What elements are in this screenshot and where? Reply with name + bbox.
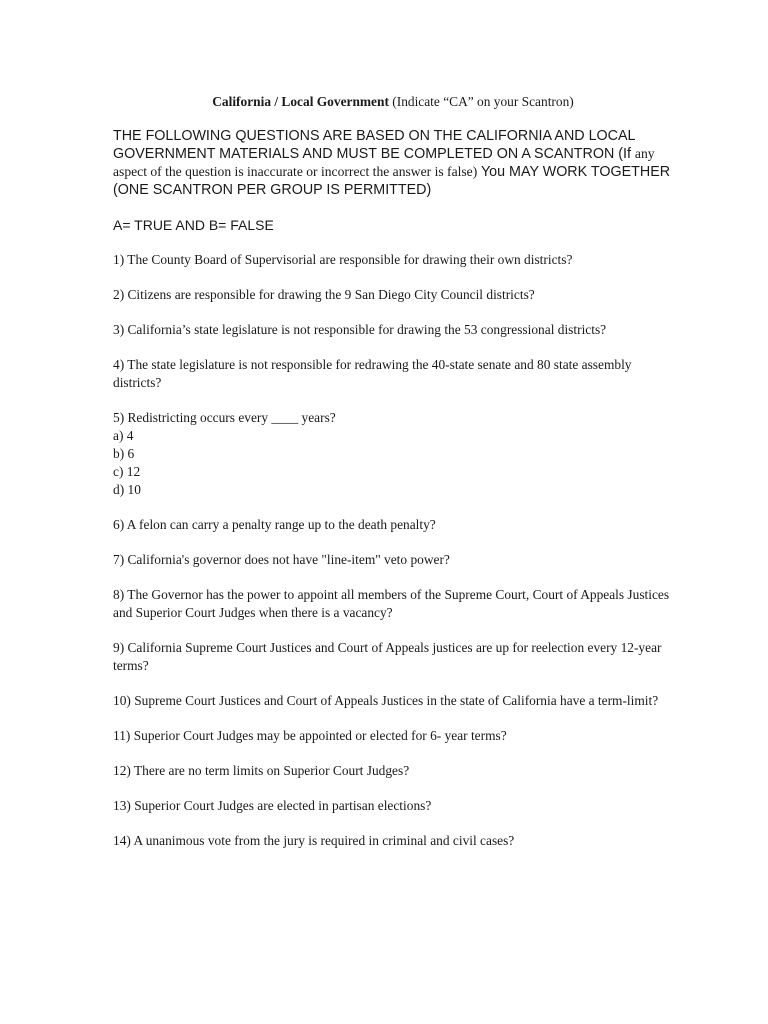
question-text: 5) Redistricting occurs every ____ years? [113,410,336,425]
question-1 [113,251,673,269]
question-5 [113,409,673,499]
question-4 [113,356,673,392]
question-8 [113,586,673,622]
question-text: 1) The County Board of Supervisorial are responsible for drawing their own districts? [113,252,573,267]
question-text: 11) Superior Court Judges may be appointed or elected for 6- year terms? [113,728,507,743]
question-13 [113,797,673,815]
question-text: 14) A unanimous vote from the jury is required in criminal and civil cases? [113,833,515,848]
instructions-paragraph [113,127,673,199]
question-12 [113,762,673,780]
title-instruction: (Indicate “CA” on your Scantron) [388,94,574,109]
instructions-part-2: any aspect of the question is inaccurate or incorrect the answer is false) [113,146,655,179]
question-text: 13) Superior Court Judges are elected in partisan elections? [113,798,432,813]
question-14 [113,832,673,850]
question-text: 9) California Supreme Court Justices and Court of Appeals justices are up for reelection every 12-year terms? [113,640,662,673]
title-bold: California / Local Government [212,94,389,109]
page-title [113,93,673,111]
question-text: 6) A felon can carry a penalty range up to the death penalty? [113,517,436,532]
question-2 [113,286,673,304]
question-11 [113,727,673,745]
instructions-part-3: You MAY WORK TOGETHER (ONE SCANTRON PER GROUP IS PERMITTED) [113,164,671,198]
option-a: a) 4 [113,428,134,443]
question-3 [113,321,673,339]
question-text: 12) There are no term limits on Superior Court Judges? [113,763,410,778]
question-9 [113,639,673,675]
question-text: 7) California's governor does not have "line-item" veto power? [113,552,450,567]
question-10 [113,692,673,710]
question-7 [113,551,673,569]
question-6 [113,516,673,534]
instructions-part-1: THE FOLLOWING QUESTIONS ARE BASED ON THE CALIFORNIA AND LOCAL GOVERNMENT MATERIALS AND MUST BE COMPLETED ON A SCANTRON (If [113,128,635,162]
option-c: c) 12 [113,464,141,479]
question-text: 8) The Governor has the power to appoint all members of the Supreme Court, Court of Appeals Justices and Superior Court Judges when there is a vacancy? [113,587,670,620]
option-d: d) 10 [113,482,141,497]
option-b: b) 6 [113,446,135,461]
answer-key: A= TRUE AND B= FALSE [113,217,274,233]
question-text: 2) Citizens are responsible for drawing the 9 San Diego City Council districts? [113,287,535,302]
document-page [113,93,673,867]
question-text: 4) The state legislature is not responsible for redrawing the 40-state senate and 80 state assembly districts? [113,357,632,390]
question-text: 10) Supreme Court Justices and Court of Appeals Justices in the state of California have a term-limit? [113,693,659,708]
question-text: 3) California’s state legislature is not responsible for drawing the 53 congressional districts? [113,322,607,337]
